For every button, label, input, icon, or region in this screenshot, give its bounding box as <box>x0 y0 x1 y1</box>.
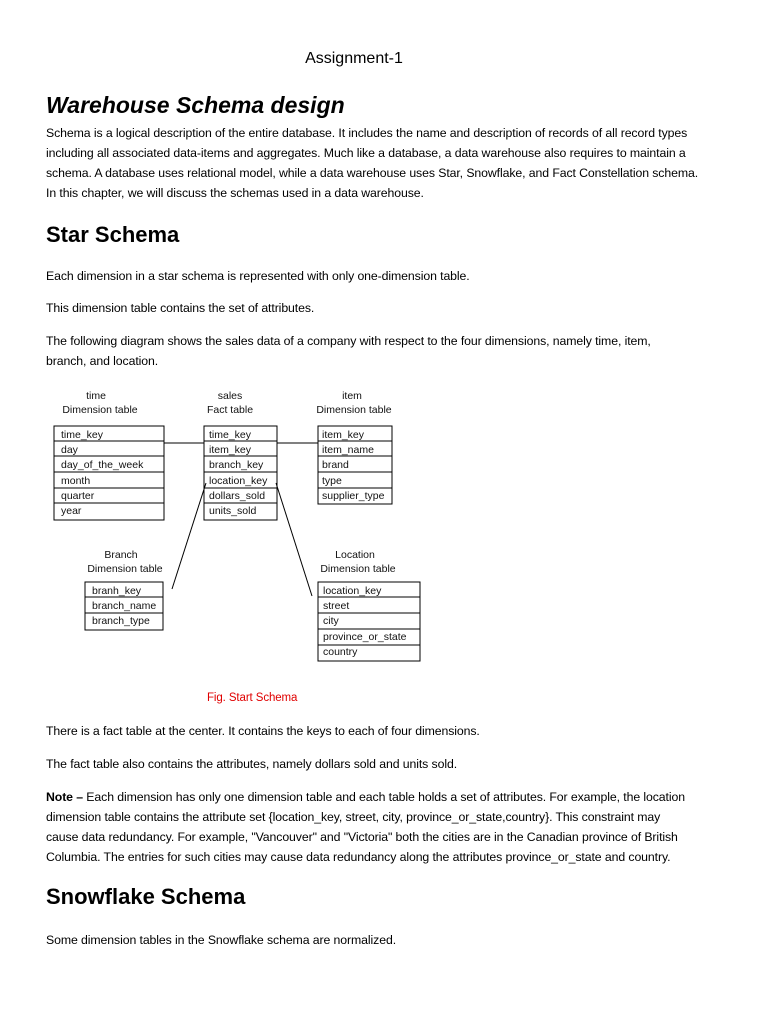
star-paragraph-3 <box>46 331 651 371</box>
location-table-title: Location <box>335 549 375 561</box>
sales-table-title: sales <box>217 390 243 402</box>
branch-row: branch_type <box>92 615 150 627</box>
snowflake-schema-heading: Snowflake Schema <box>46 884 246 909</box>
branch-dimension-table <box>85 549 163 630</box>
branch-table-title: Branch <box>104 549 138 561</box>
time-row: month <box>61 475 91 487</box>
sales-row: time_key <box>209 429 252 441</box>
location-row: province_or_state <box>323 631 407 643</box>
note-label: Note – <box>46 790 83 804</box>
sales-table-subtitle: Fact table <box>206 404 254 416</box>
time-row: time_key <box>61 429 104 441</box>
time-row: day <box>61 444 78 456</box>
intro-line: In this chapter, we will discuss the schemas used in a data warehouse. <box>46 186 424 200</box>
location-dimension-table <box>318 549 420 661</box>
item-dimension-table <box>316 390 392 504</box>
assignment-title: Assignment-1 <box>305 50 403 67</box>
connector-sales-branch <box>172 483 206 589</box>
item-row: item_key <box>322 429 365 441</box>
time-dimension-table <box>54 390 164 520</box>
snowflake-paragraph-1: Some dimension tables in the Snowflake schema are normalized. <box>46 933 397 947</box>
sales-row: location_key <box>209 475 268 487</box>
branch-table-subtitle: Dimension table <box>87 563 163 575</box>
sales-row: branch_key <box>209 459 264 471</box>
page-title: Warehouse Schema design <box>46 92 345 118</box>
intro-paragraph <box>46 123 698 203</box>
star-after-paragraph-1: There is a fact table at the center. It contains the keys to each of four dimensions. <box>46 724 480 738</box>
time-table-title: time <box>86 390 106 402</box>
star-paragraph-3-line: The following diagram shows the sales data of a company with respect to the four dimensions, namely time, item, <box>46 334 651 348</box>
sales-row: item_key <box>209 444 252 456</box>
location-row: street <box>323 600 350 612</box>
note-line <box>46 787 685 807</box>
figure-caption: Fig. Start Schema <box>207 692 298 704</box>
branch-row: branh_key <box>92 585 142 597</box>
note-line: dimension table contains the attribute set {location_key, street, city, province_or_state,country}. This constraint may <box>46 810 661 824</box>
time-row: day_of_the_week <box>61 459 144 471</box>
star-paragraph-3-line: branch, and location. <box>46 354 159 368</box>
branch-row: branch_name <box>92 600 157 612</box>
intro-line: schema. A database uses relational model, while a data warehouse uses Star, Snowflake, and Fact Constellation schema. <box>46 166 699 180</box>
intro-line: Schema is a logical description of the entire database. It includes the name and description of records of all record types <box>46 126 688 140</box>
item-row: supplier_type <box>322 490 385 502</box>
star-schema-diagram <box>52 386 432 668</box>
location-row: country <box>323 646 358 658</box>
time-table-subtitle: Dimension table <box>62 404 138 416</box>
note-line-text: Each dimension has only one dimension table and each table holds a set of attributes. For example, the location <box>82 790 685 804</box>
item-row: type <box>322 475 342 487</box>
item-row: item_name <box>322 444 374 456</box>
star-after-paragraph-2: The fact table also contains the attributes, namely dollars sold and units sold. <box>46 757 458 771</box>
location-table-subtitle: Dimension table <box>320 563 396 575</box>
sales-row: dollars_sold <box>209 490 266 502</box>
note-paragraph <box>46 787 685 867</box>
star-paragraph-2: This dimension table contains the set of attributes. <box>46 301 315 315</box>
sales-fact-table <box>204 390 277 520</box>
location-row: location_key <box>323 585 382 597</box>
note-line: Columbia. The entries for such cities may cause data redundancy along the attributes province_or_state and country. <box>46 850 671 864</box>
item-table-title: item <box>342 390 362 402</box>
note-line: cause data redundancy. For example, "Vancouver" and "Victoria" both the cities are in the Canadian province of British <box>46 830 678 844</box>
time-row: quarter <box>61 490 95 502</box>
connector-sales-location <box>276 483 312 596</box>
intro-line: including all associated data-items and aggregates. Much like a database, a data warehouse also requires to maintain a <box>46 146 686 160</box>
star-paragraph-1: Each dimension in a star schema is represented with only one-dimension table. <box>46 269 470 283</box>
time-row: year <box>61 505 82 517</box>
item-row: brand <box>322 459 349 471</box>
star-schema-heading: Star Schema <box>46 222 180 247</box>
location-row: city <box>323 615 339 627</box>
item-table-subtitle: Dimension table <box>316 404 392 416</box>
sales-row: units_sold <box>209 505 257 517</box>
